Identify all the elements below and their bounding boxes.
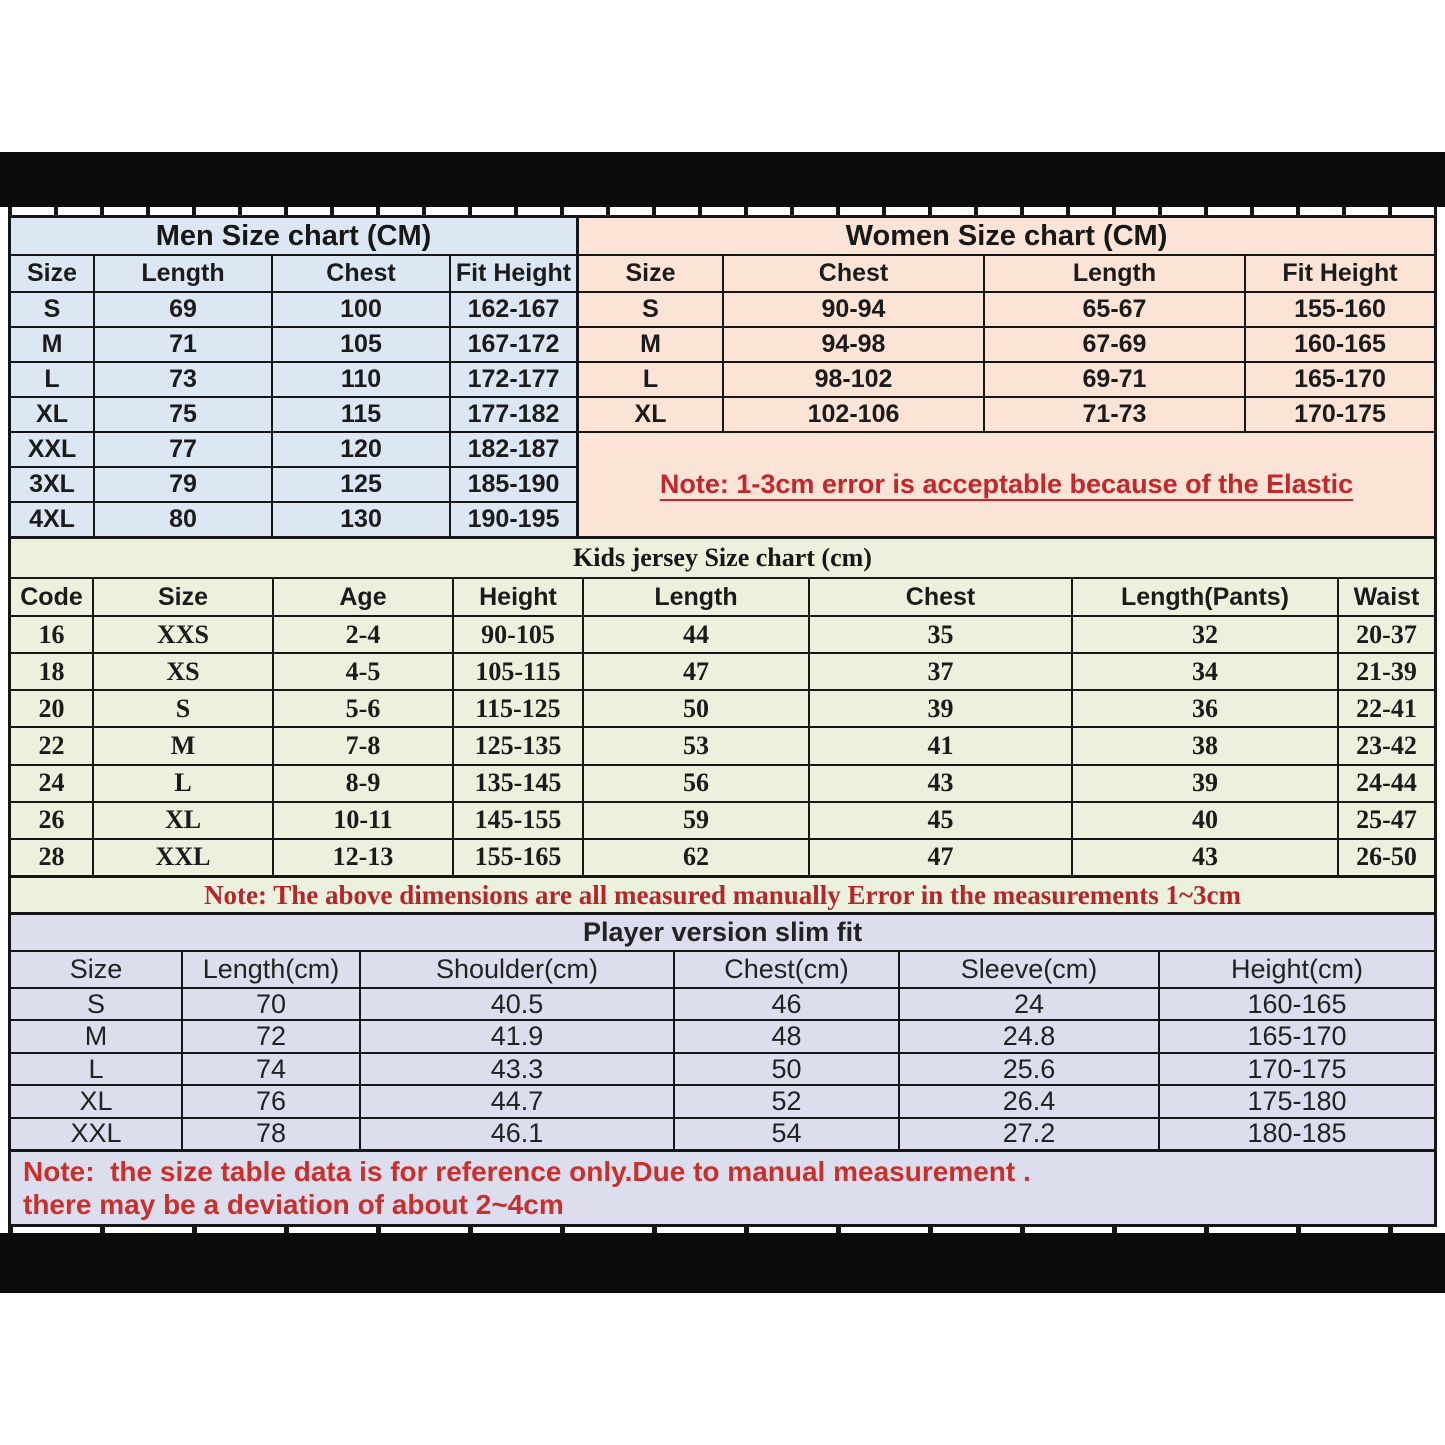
table-cell: 16 (11, 617, 92, 652)
column-header: Age (274, 579, 452, 615)
table-cell: M (579, 328, 722, 361)
table-cell: 8-9 (274, 766, 452, 801)
table-cell: 80 (95, 503, 271, 536)
table-cell: 180-185 (1160, 1119, 1434, 1149)
table-cell: 110 (273, 363, 449, 396)
column-header: Chest(cm) (675, 952, 898, 987)
table-cell: 170-175 (1160, 1054, 1434, 1084)
table-cell: 50 (675, 1054, 898, 1084)
table-cell: XXL (11, 1119, 181, 1149)
table-cell: 53 (584, 728, 808, 763)
table-cell: 4-5 (274, 654, 452, 689)
table-cell: 185-190 (451, 468, 576, 501)
table-cell: 52 (675, 1086, 898, 1116)
kids-note-row: Note: The above dimensions are all measured manually Error in the measurements 1~3cm (11, 878, 1434, 912)
column-header: Fit Height (1246, 256, 1434, 291)
table-cell: 45 (810, 803, 1071, 838)
table-cell: 77 (95, 433, 271, 466)
table-cell: 21-39 (1339, 654, 1434, 689)
table-cell: 18 (11, 654, 92, 689)
table-cell: 3XL (11, 468, 93, 501)
column-header: Length (584, 579, 808, 615)
table-cell: 162-167 (451, 293, 576, 326)
table-cell: 125-135 (454, 728, 582, 763)
table-cell: 20 (11, 691, 92, 726)
table-cell: XL (94, 803, 272, 838)
table-cell: 59 (584, 803, 808, 838)
column-header: Code (11, 579, 92, 615)
women-size-table (579, 218, 1434, 536)
table-cell: 73 (95, 363, 271, 396)
table-cell: 65-67 (985, 293, 1244, 326)
table-cell: 22-41 (1339, 691, 1434, 726)
table-cell: 76 (183, 1086, 359, 1116)
table-cell: 105 (273, 328, 449, 361)
table-cell: 62 (584, 840, 808, 875)
table-cell: 70 (183, 989, 359, 1019)
table-cell: 67-69 (985, 328, 1244, 361)
table-cell: 44.7 (361, 1086, 673, 1116)
table-cell: 44 (584, 617, 808, 652)
column-header: Length (95, 256, 271, 291)
table-cell: 38 (1073, 728, 1337, 763)
table-cell: 28 (11, 840, 92, 875)
table-cell: 36 (1073, 691, 1337, 726)
men-women-section (11, 218, 1434, 536)
table-cell: 71-73 (985, 398, 1244, 431)
table-cell: 125 (273, 468, 449, 501)
women-table-title: Women Size chart (CM) (579, 218, 1434, 254)
table-cell: 43 (810, 766, 1071, 801)
table-cell: 72 (183, 1021, 359, 1051)
table-cell: 69-71 (985, 363, 1244, 396)
table-cell: 43.3 (361, 1054, 673, 1084)
kids-table-title: Kids jersey Size chart (cm) (11, 539, 1434, 577)
player-version-table (11, 915, 1434, 1149)
table-cell: 46 (675, 989, 898, 1019)
table-cell: 24-44 (1339, 766, 1434, 801)
table-cell: 24.8 (900, 1021, 1158, 1051)
table-cell: 47 (810, 840, 1071, 875)
column-header: Height (454, 579, 582, 615)
table-cell: 40 (1073, 803, 1337, 838)
table-cell: XL (11, 1086, 181, 1116)
table-cell: 50 (584, 691, 808, 726)
table-cell: 39 (1073, 766, 1337, 801)
table-cell: 48 (675, 1021, 898, 1051)
table-cell: 102-106 (724, 398, 983, 431)
column-header: Chest (273, 256, 449, 291)
bottom-note-line-2: there may be a deviation of about 2~4cm (23, 1189, 564, 1220)
table-cell: 47 (584, 654, 808, 689)
table-cell: 46.1 (361, 1119, 673, 1149)
table-cell: 7-8 (274, 728, 452, 763)
bottom-note-area (11, 1152, 1434, 1224)
column-header: Height(cm) (1160, 952, 1434, 987)
table-cell: M (11, 328, 93, 361)
column-header: Fit Height (451, 256, 576, 291)
table-cell: 71 (95, 328, 271, 361)
men-table-title: Men Size chart (CM) (11, 218, 576, 254)
column-header: Size (579, 256, 722, 291)
table-cell: L (11, 1054, 181, 1084)
table-cell: 160-165 (1246, 328, 1434, 361)
column-header: Chest (724, 256, 983, 291)
column-header: Size (94, 579, 272, 615)
table-cell: M (11, 1021, 181, 1051)
column-header: Length(cm) (183, 952, 359, 987)
table-cell: 160-165 (1160, 989, 1434, 1019)
table-cell: 90-94 (724, 293, 983, 326)
table-cell: 35 (810, 617, 1071, 652)
men-size-table (11, 218, 576, 536)
women-note-cell (579, 433, 1434, 536)
table-cell: 105-115 (454, 654, 582, 689)
column-header: Length(Pants) (1073, 579, 1337, 615)
table-cell: 69 (95, 293, 271, 326)
table-cell: M (94, 728, 272, 763)
table-cell: 24 (11, 766, 92, 801)
table-cell: 34 (1073, 654, 1337, 689)
table-cell: 24 (900, 989, 1158, 1019)
table-cell: 25-47 (1339, 803, 1434, 838)
table-cell: 175-180 (1160, 1086, 1434, 1116)
column-header: Waist (1339, 579, 1434, 615)
table-cell: 167-172 (451, 328, 576, 361)
table-cell: 32 (1073, 617, 1337, 652)
table-cell: 20-37 (1339, 617, 1434, 652)
table-cell: 94-98 (724, 328, 983, 361)
top-tick-strip (8, 207, 1437, 215)
table-cell: S (11, 989, 181, 1019)
table-cell: 25.6 (900, 1054, 1158, 1084)
table-cell: 37 (810, 654, 1071, 689)
table-cell: 23-42 (1339, 728, 1434, 763)
table-cell: 5-6 (274, 691, 452, 726)
table-cell: 26 (11, 803, 92, 838)
table-cell: L (94, 766, 272, 801)
table-cell: XL (11, 398, 93, 431)
table-cell: XS (94, 654, 272, 689)
kids-size-table (11, 539, 1434, 875)
table-cell: 165-170 (1160, 1021, 1434, 1051)
table-cell: 155-160 (1246, 293, 1434, 326)
table-cell: 54 (675, 1119, 898, 1149)
top-white-margin (0, 0, 1445, 152)
table-cell: 135-145 (454, 766, 582, 801)
top-black-band (0, 152, 1445, 207)
table-cell: 4XL (11, 503, 93, 536)
table-cell: 26-50 (1339, 840, 1434, 875)
table-cell: L (11, 363, 93, 396)
table-cell: S (94, 691, 272, 726)
table-cell: 41.9 (361, 1021, 673, 1051)
women-note-text: Note: 1-3cm error is acceptable because of the Elastic (659, 469, 1354, 499)
table-cell: 115-125 (454, 691, 582, 726)
table-cell: 12-13 (274, 840, 452, 875)
column-header: Chest (810, 579, 1071, 615)
table-cell: 172-177 (451, 363, 576, 396)
table-cell: S (11, 293, 93, 326)
player-table-title: Player version slim fit (11, 915, 1434, 950)
table-cell: 120 (273, 433, 449, 466)
table-cell: 74 (183, 1054, 359, 1084)
table-cell: 41 (810, 728, 1071, 763)
table-cell: 98-102 (724, 363, 983, 396)
table-cell: 27.2 (900, 1119, 1158, 1149)
column-header: Size (11, 256, 93, 291)
table-cell: L (579, 363, 722, 396)
bottom-note-line-1: Note: the size table data is for reference only.Due to manual measurement . (23, 1156, 1031, 1187)
table-cell: 40.5 (361, 989, 673, 1019)
column-header: Size (11, 952, 181, 987)
table-cell: 26.4 (900, 1086, 1158, 1116)
table-cell: 43 (1073, 840, 1337, 875)
table-cell: 190-195 (451, 503, 576, 536)
table-cell: 56 (584, 766, 808, 801)
table-cell: 10-11 (274, 803, 452, 838)
table-cell: 115 (273, 398, 449, 431)
table-cell: 78 (183, 1119, 359, 1149)
table-cell: XXS (94, 617, 272, 652)
table-cell: 165-170 (1246, 363, 1434, 396)
table-cell: 2-4 (274, 617, 452, 652)
table-cell: 75 (95, 398, 271, 431)
table-cell: 79 (95, 468, 271, 501)
size-chart-sheet (8, 215, 1437, 1227)
table-cell: XL (579, 398, 722, 431)
table-cell: 145-155 (454, 803, 582, 838)
table-cell: XXL (94, 840, 272, 875)
table-cell: XXL (11, 433, 93, 466)
table-cell: 22 (11, 728, 92, 763)
column-header: Length (985, 256, 1244, 291)
table-cell: 90-105 (454, 617, 582, 652)
table-cell: 182-187 (451, 433, 576, 466)
column-header: Sleeve(cm) (900, 952, 1158, 987)
table-cell: 130 (273, 503, 449, 536)
column-header: Shoulder(cm) (361, 952, 673, 987)
table-cell: S (579, 293, 722, 326)
table-cell: 170-175 (1246, 398, 1434, 431)
table-cell: 39 (810, 691, 1071, 726)
table-cell: 100 (273, 293, 449, 326)
table-cell: 155-165 (454, 840, 582, 875)
table-cell: 177-182 (451, 398, 576, 431)
bottom-black-band (0, 1233, 1445, 1293)
